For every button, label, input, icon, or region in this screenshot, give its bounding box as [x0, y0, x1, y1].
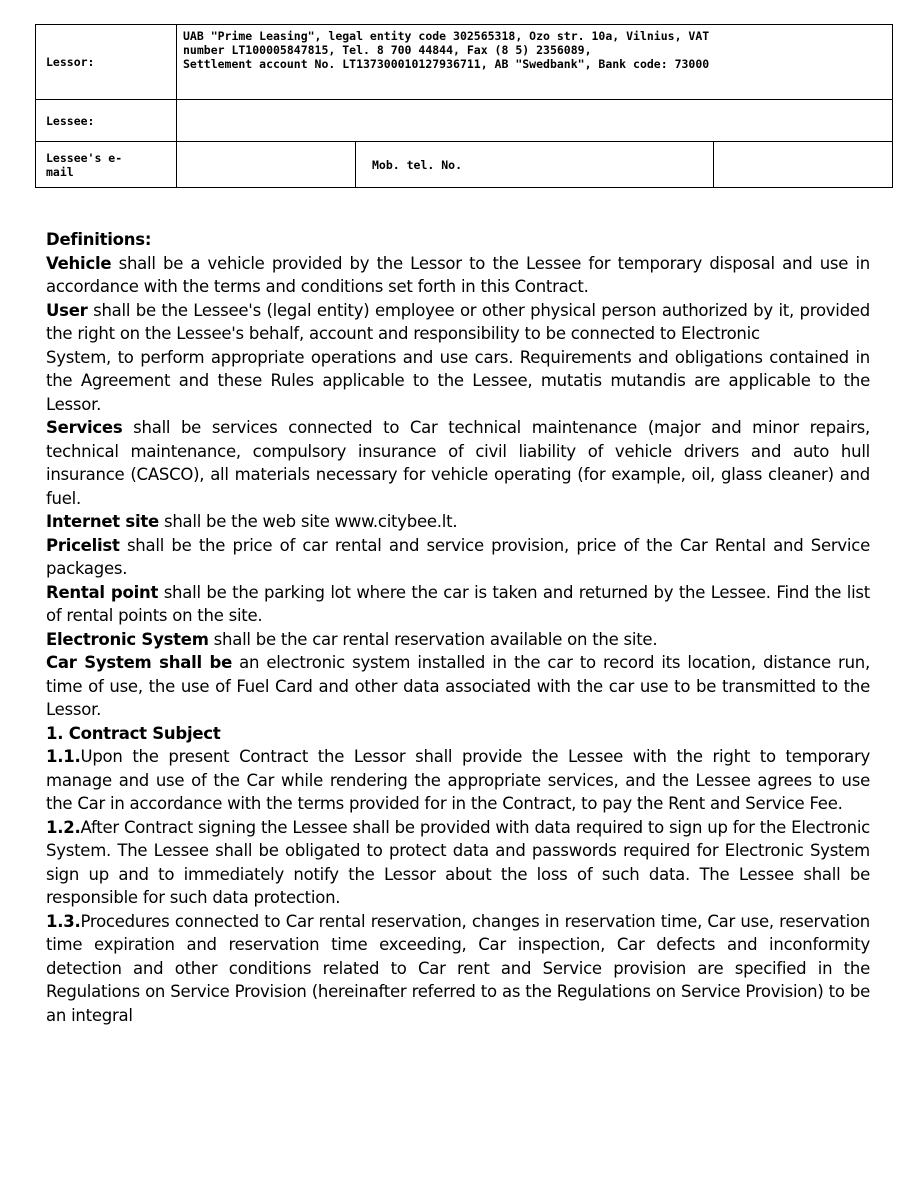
contract-body	[46, 228, 870, 1027]
definition-text: shall be the car rental reservation available on the site.	[208, 629, 658, 649]
mobile-phone-label: Mob. tel. No.	[356, 142, 714, 188]
lessor-lessee-table	[35, 24, 893, 188]
definition-term: Car System shall be	[46, 653, 233, 672]
lessee-email-label-line: Lessee's e-	[46, 150, 123, 165]
definition-term: Pricelist	[46, 535, 120, 555]
lessee-email-field	[177, 142, 356, 188]
definition-text: shall be the parking lot where the car is taken and returned by the Lessee. Find the list of rental points on the site.	[46, 582, 870, 625]
definition-item	[46, 299, 870, 346]
definition-item	[46, 581, 870, 628]
clause	[46, 745, 870, 816]
definition-item	[46, 534, 870, 581]
clause	[46, 816, 870, 910]
definition-term: Vehicle	[46, 253, 112, 273]
definition-text: shall be the Lessee's (legal entity) employee or other physical person authorized by it, provided the right on the Lessee's behalf, account and responsibility to be connected to Electronic	[46, 300, 870, 343]
lessor-details	[177, 25, 893, 100]
definition-text: shall be services connected to Car technical maintenance (major and minor repairs, technical maintenance, compulsory insurance of civil liability of vehicle drivers and auto hull insurance (CASCO), all materials necessary for vehicle operating (for example, oil, glass cleaner) and fuel.	[46, 418, 870, 508]
lessor-label: Lessor:	[36, 25, 177, 100]
clause	[46, 910, 870, 1028]
lessee-email-label	[36, 142, 177, 188]
clause-text: After Contract signing the Lessee shall be provided with data required to sign up for the Electronic System. The Lessee shall be obligated to protect data and passwords required for Electronic System sign up and to immediately notify the Lessor about the loss of such data. The Lessee shall be responsible for such data protection.	[46, 817, 870, 907]
definition-item	[46, 510, 870, 534]
definition-text: shall be the web site www.citybee.lt.	[158, 512, 458, 531]
definition-term: Electronic System	[46, 629, 209, 649]
lessee-label: Lessee:	[36, 100, 177, 142]
lessor-details-line: Settlement account No. LT137300010127936711, AB "Swedbank", Bank code: 73000	[183, 57, 710, 71]
definition-text: System, to perform appropriate operations and use cars. Requirements and obligations contained in the Agreement and these Rules applicable to the Lessee, mutatis mutandis are applicable to the Lessor.	[46, 347, 870, 414]
definition-term: User	[46, 300, 88, 320]
definition-term: Internet site	[46, 512, 159, 531]
clause-number: 1.1.	[46, 747, 81, 766]
mobile-phone-field	[714, 142, 893, 188]
section-heading: 1. Contract Subject	[46, 723, 221, 743]
clause-number: 1.2.	[46, 817, 81, 837]
lessor-details-line: UAB "Prime Leasing", legal entity code 302565318, Ozo str. 10a, Vilnius, VAT	[183, 29, 710, 43]
definition-item	[46, 651, 870, 722]
definition-item	[46, 628, 870, 652]
lessee-email-label-line: mail	[46, 164, 74, 179]
lessee-field	[177, 100, 893, 142]
definition-term: Services	[46, 418, 123, 437]
clause-text: Procedures connected to Car rental reservation, changes in reservation time, Car use, reservation time expiration and reservation time exceeding, Car inspection, Car defects and inconformity detection and other conditions related to Car rent and Service provision are specified in the Regulations on Service Provision (hereinafter referred to as the Regulations on Service Provision) to be an integral	[46, 911, 870, 1025]
definition-item	[46, 416, 870, 510]
definition-text: an electronic system installed in the car to record its location, distance run, time of use, the use of Fuel Card and other data associated with the car use to be transmitted to the Lessor.	[46, 653, 870, 719]
definition-item	[46, 252, 870, 299]
clause-number: 1.3.	[46, 911, 81, 931]
definition-text: shall be the price of car rental and service provision, price of the Car Rental and Service packages.	[46, 535, 870, 578]
definition-term: Rental point	[46, 582, 159, 602]
clause-text: Upon the present Contract the Lessor shall provide the Lessee with the right to temporary manage and use of the Car while rendering the appropriate services, and the Lessee agrees to use the Car in accordance with the terms provided for in the Contract, to pay the Rent and Service Fee.	[46, 747, 870, 813]
definitions-heading: Definitions:	[46, 230, 152, 249]
definition-text: shall be a vehicle provided by the Lessor to the Lessee for temporary disposal and use in accordance with the terms and conditions set forth in this Contract.	[46, 253, 870, 296]
lessor-details-line: number LT100005847815, Tel. 8 700 44844, Fax (8 5) 2356089,	[183, 43, 592, 57]
definition-item	[46, 346, 870, 417]
